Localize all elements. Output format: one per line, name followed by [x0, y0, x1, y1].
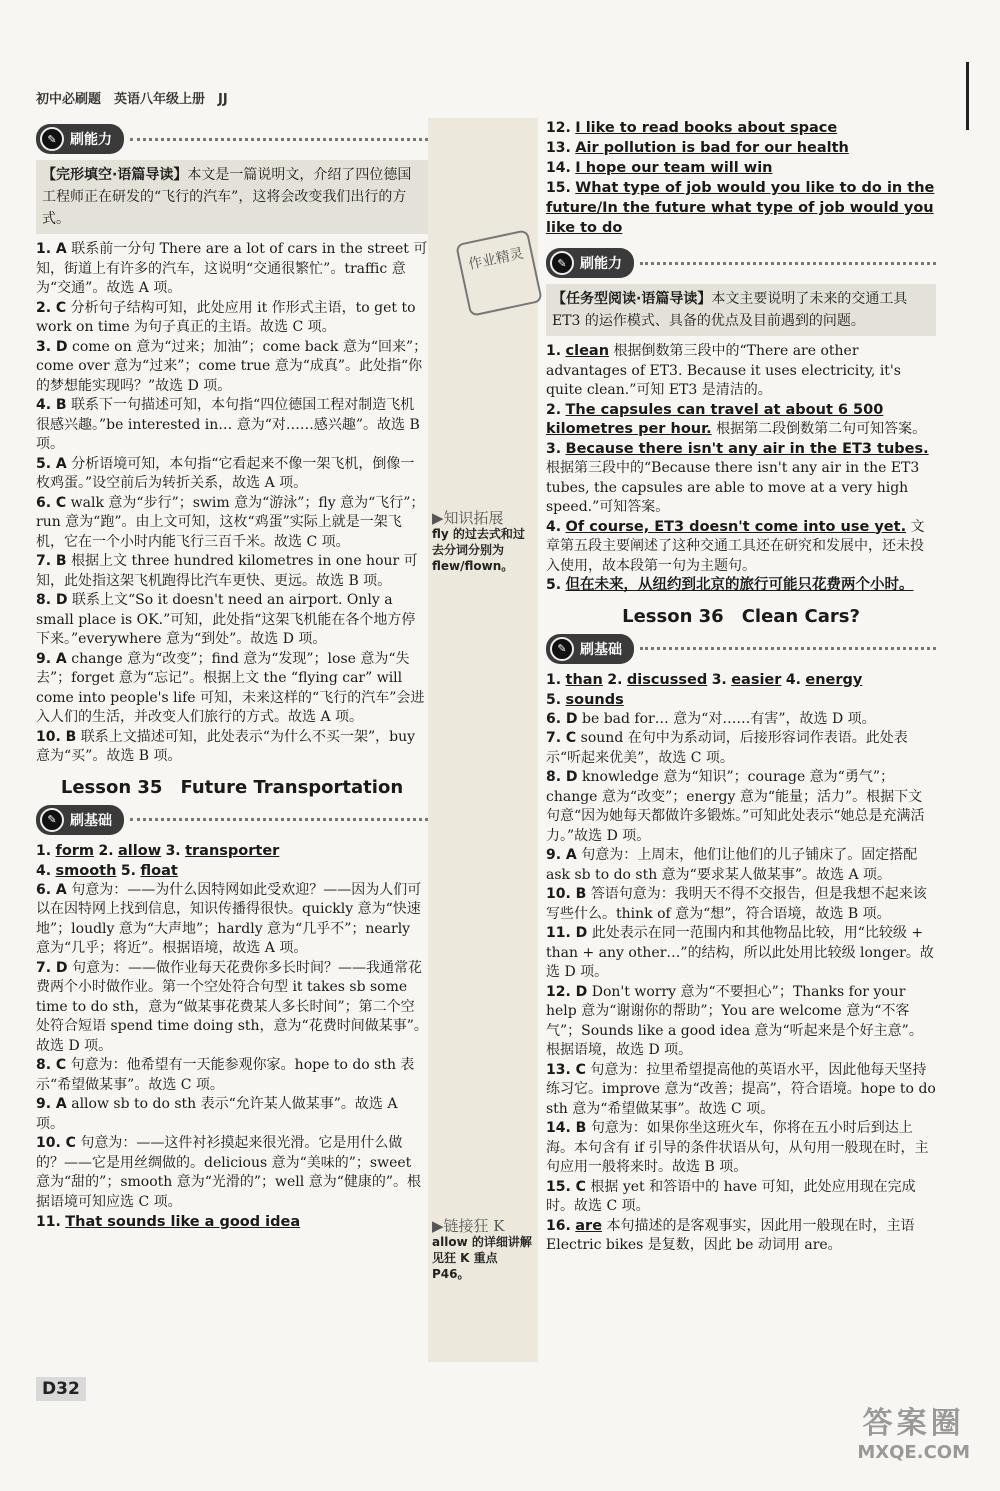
item-explanation: 句意为：拉里希望提高他的英语水平，因此他每天坚持练习它。improve 意为“改善；提高”，符合语境。hope to do sth 意为“希望做某事”。故选 C 项。: [546, 1061, 936, 1117]
item-number: 2. C: [36, 299, 67, 316]
item-answer: Because there isn't any air in the ET3 tubes.: [565, 440, 929, 457]
answer-item: [546, 440, 936, 518]
note-link-text: allow 的详细讲解见狂 K 重点 P46。: [432, 1235, 532, 1281]
item-explanation: 句意为：——做作业每天花费你多长时间？——我通常花费两个小时做作业。第一个空处符合句型 it takes sb some time to do sth，意为“做某事花费某人多长时间”；第二个空处符合短语 spend time doing sth，意为“花费时间做某事”。故选 D 项。: [36, 959, 428, 1054]
reading-guide: 【任务型阅读·语篇导读】本文主要说明了未来的交通工具 ET3 的运作模式、具备的优点及目前遇到的问题。: [546, 284, 936, 336]
item-explanation: allow sb to do sth 表示“允许某人做某事”。故选 A 项。: [36, 1096, 398, 1132]
pencil-icon: ✎: [40, 127, 64, 151]
item-explanation: 答语句意为：我明天不得不交报告，但是我想不起来该写些什么。think of 意为“想”，符合语境，故选 B 项。: [546, 886, 927, 922]
answer-item: [36, 396, 428, 455]
item-explanation: 联系前一分句 There are a lot of cars in the street 可知，街道上有许多的汽车，这说明“交通很繁忙”。traffic 意为“交通”。故选 A 项。: [36, 241, 428, 296]
section-header: [36, 124, 428, 154]
sentence-answer: [546, 138, 936, 158]
item-number: 12.: [546, 120, 571, 136]
top-rule: [966, 62, 969, 130]
item-explanation: 句意为：——为什么因特网如此受欢迎？——因为人们可以在因特网上找到信息，知识传播得很快。quickly 意为“快速地”；loudly 意为“大声地”；hardly 意为“几乎不”；nearly 意为“几乎；将近”。根据语境，故选 A 项。: [36, 881, 422, 956]
item-explanation: be bad for… 意为“对……有害”，故选 D 项。: [582, 710, 876, 727]
answer-item: [36, 881, 428, 959]
answer-item: [546, 846, 936, 885]
item-number: 9. A: [36, 650, 67, 667]
note-link-title: ▶链接狂 K: [432, 1217, 505, 1235]
left-column: [36, 118, 428, 1232]
item-answer: 但在未来，从纽约到北京的旅行可能只花费两个小时。: [565, 577, 914, 593]
answer-item: [546, 518, 936, 577]
answer-item: [36, 1134, 428, 1212]
item-explanation: sound 在句中为系动词，后接形容词作表语。此处表示“听起来优美”，故选 C 项。: [546, 730, 908, 766]
item-answer: I like to read books about space: [575, 120, 838, 136]
answer-item: [36, 591, 428, 650]
section-header: [36, 805, 428, 835]
item-number: 9. A: [546, 847, 577, 863]
answer-item: [36, 240, 428, 299]
pencil-icon: ✎: [550, 637, 574, 661]
item-number: 11. D: [546, 925, 588, 941]
item-explanation: 联系上文描述可知，此处表示“为什么不买一架”，buy 意为“买”。故选 B 项。: [36, 728, 416, 764]
word-answers: 1. than 2. discussed 3. easier 4. energy: [546, 671, 863, 688]
section-header: [546, 634, 936, 664]
item-explanation: knowledge 意为“知识”；courage 意为“勇气”；change 意为“改变”；energy 意为“能量；活力”。根据下文句意“因为她每天都做许多锻炼。”可知此处表示“她总是充满活力。”故选 D 项。: [546, 769, 925, 844]
answer-item: [36, 959, 428, 1057]
answer-item: [546, 1217, 936, 1256]
lesson-title: Lesson 36 Clean Cars?: [622, 605, 860, 627]
item-number: 2.: [546, 401, 562, 418]
section-badge: ✎ 刷能力: [546, 248, 634, 278]
item-number: 4.: [546, 518, 562, 535]
answer-item: [36, 338, 428, 397]
item-number: 7. C: [546, 730, 577, 746]
note-knowledge: [432, 510, 536, 574]
right-column: [546, 118, 936, 1256]
item-number: 13.: [546, 140, 571, 156]
section-header: [546, 248, 936, 278]
item-number: 8. D: [36, 592, 68, 608]
item-number: 14. B: [546, 1120, 587, 1136]
item-explanation: 分析句子结构可知，此处应用 it 作形式主语，to get to work on time 为句子真正的主语。故选 C 项。: [36, 299, 416, 335]
item-explanation: 联系上文“So it doesn't need an airport. Only a small place is OK.”可知，此处指“这架飞机能在各个地方停下来。”everywhere 意为“到处”。故选 D 项。: [36, 592, 416, 647]
item-number: 6. D: [546, 710, 578, 727]
section-badge: ✎ 刷能力: [36, 124, 124, 154]
answer-item: [546, 401, 936, 440]
note-knowledge-text: fly 的过去式和过去分词分别为 flew/flown。: [432, 527, 525, 573]
item-answer: The capsules can travel at about 6 500 kilometres per hour.: [546, 401, 884, 437]
answer-item: [36, 494, 428, 553]
answer-list: [36, 240, 428, 767]
answer-item: [36, 1095, 428, 1134]
item-explanation: 句意为：上周末，他们让他们的儿子铺床了。固定搭配 ask sb to do sth 意为“要求某人做某事”。故选 A 项。: [546, 847, 918, 883]
word-answers: 5. sounds: [546, 691, 624, 708]
page-number: D32: [36, 1377, 86, 1401]
answer-list: [36, 881, 428, 1213]
item-answer: I hope our team will win: [575, 160, 773, 176]
answer-item: [546, 885, 936, 924]
answer-item: [546, 342, 936, 401]
item-number: 6. C: [36, 494, 67, 511]
item-explanation: come on 意为“过来；加油”；come back 意为“回来”；come over 意为“过来”；come true 意为“成真”。此处指“你的梦想能实现吗？”故选 D 项。: [36, 338, 428, 394]
item-explanation: 句意为：他希望有一天能参观你家。hope to do sth 表示“希望做某事”。故选 C 项。: [36, 1057, 415, 1093]
sentence-answer: [546, 118, 936, 138]
answer-item: [36, 650, 428, 728]
item-answer: Of course, ET3 doesn't come into use yet.: [565, 518, 907, 535]
answer-list: [546, 342, 936, 596]
item-number: 8. D: [546, 769, 578, 785]
item-number: 9. A: [36, 1096, 67, 1112]
item-explanation: 根据第三段中的“Because there isn't any air in the ET3 tubes, the capsules are able to move at a very high speed.”可知答案。: [546, 460, 920, 515]
sentence-answer: 11. That sounds like a good idea: [36, 1214, 301, 1230]
item-number: 16.: [546, 1217, 571, 1234]
item-explanation: change 意为“改变”；find 意为“发现”；lose 意为“失去”；forget 意为“忘记”。根据上文 the “flying car” will come into people's life 可知，未来这样的“飞行的汽车”会进入人们的生活，并改变人们旅行的方式。故选 A 项。: [36, 650, 425, 725]
item-number: 15. C: [546, 1178, 586, 1195]
answer-item: [546, 768, 936, 846]
answer-item: [36, 552, 428, 591]
answer-item: [546, 1178, 936, 1217]
item-number: 10. B: [36, 728, 77, 745]
item-number: 8. C: [36, 1057, 67, 1073]
answer-item: [36, 728, 428, 767]
item-number: 4. B: [36, 397, 67, 413]
dotted-rule: [640, 262, 936, 265]
item-explanation: walk 意为“步行”；swim 意为“游泳”；fly 意为“飞行”；run 意为“跑”。由上文可知，这枚“鸡蛋”实际上就是一架飞机，它在一个小时内能飞行三百千米。故选 C 项。: [36, 494, 425, 550]
dotted-rule: [130, 138, 428, 141]
item-number: 7. B: [36, 553, 67, 569]
section-badge: ✎ 刷基础: [546, 634, 634, 664]
running-header: 初中必刷题 英语八年级上册 JJ: [36, 92, 228, 107]
item-explanation: 根据 yet 和答语中的 have 可知，此处应用现在完成时。故选 C 项。: [546, 1178, 916, 1214]
item-number: 12. D: [546, 983, 588, 1000]
item-number: 15.: [546, 180, 571, 196]
dotted-rule: [640, 647, 936, 650]
item-explanation: 此处表示在同一范围内和其他物品比较，用“比较级 + than + any other…”的结构，所以此处用比较级 longer。故选 D 项。: [546, 925, 934, 980]
item-explanation: 句意为：如果你坐这班火车，你将在五小时后到达上海。本句含有 if 引导的条件状语从句，从句用一般现在时，主句应用一般将来时。故选 B 项。: [546, 1120, 929, 1175]
item-explanation: 联系下一句描述可知，本句指“四位德国工程对制造飞机很感兴趣。”be interested in… 意为“对……感兴趣”。故选 B 项。: [36, 397, 420, 452]
answer-item: [546, 1061, 936, 1120]
dotted-rule: [130, 818, 428, 821]
word-answers: 1. form 2. allow 3. transporter: [36, 842, 280, 859]
note-knowledge-title: ▶知识拓展: [432, 509, 504, 527]
word-answers: 4. smooth 5. float: [36, 862, 178, 879]
note-link: [432, 1218, 536, 1282]
item-answer: Air pollution is bad for our health: [575, 140, 849, 156]
section-badge: ✎ 刷基础: [36, 805, 124, 835]
item-number: 7. D: [36, 959, 68, 976]
item-answer: clean: [565, 343, 610, 359]
sentence-answers: [546, 118, 936, 238]
item-explanation: 文章第五段主要阐述了这种交通工具还在研究和发展中，还未投入使用，故本段第一句为主题句。: [546, 518, 925, 574]
item-number: 1. A: [36, 241, 67, 257]
answer-item: [546, 983, 936, 1061]
pencil-icon: ✎: [550, 251, 574, 275]
item-explanation: 根据倒数第三段中的“There are other advantages of ET3. Because it uses electricity, it's quite clean.”可知 ET3 是清洁的。: [546, 343, 901, 398]
item-answer: What type of job would you like to do in the future/In the future what type of job would you like to do: [546, 180, 935, 236]
item-explanation: 分析语境可知，本句指“它看起来不像一架飞机，倒像一枚鸡蛋。”设空前后为转折关系，故选 A 项。: [36, 455, 415, 491]
stamp-image: 作业精灵: [455, 229, 543, 317]
answer-item: [36, 455, 428, 494]
item-number: 10. B: [546, 886, 587, 902]
item-explanation: Don't worry 意为“不要担心”；Thanks for your help 意为“谢谢你的帮助”；You are welcome 意为“不客气”；Sounds like a good idea 意为“听起来是个好主意”。根据语境，故选 D 项。: [546, 983, 923, 1058]
item-explanation: 根据上文 three hundred kilometres in one hour 可知，此处指这架飞机跑得比汽车更快、更远。故选 B 项。: [36, 553, 418, 589]
pencil-icon: ✎: [40, 808, 64, 832]
answer-item: [546, 710, 936, 730]
lesson-title: Lesson 35 Future Transportation: [60, 776, 404, 798]
item-explanation: 本句描述的是客观事实，因此用一般现在时，主语 Electric bikes 是复数，因此 be 动词用 are。: [546, 1217, 915, 1253]
item-number: 10. C: [36, 1135, 76, 1151]
item-number: 14.: [546, 160, 571, 176]
item-answer: are: [575, 1217, 603, 1234]
answer-item: [36, 299, 428, 338]
item-number: 6. A: [36, 881, 67, 898]
answer-item: [546, 729, 936, 768]
answer-item: [546, 1119, 936, 1178]
answer-list: [546, 710, 936, 1256]
item-explanation: 句意为：——这件衬衫摸起来很光滑。它是用什么做的？——它是用丝绸做的。delicious 意为“美味的”；sweet 意为“甜的”；smooth 意为“光滑的”；well 意为“健康的”。根据语境可知应选 C 项。: [36, 1135, 422, 1210]
item-number: 5. A: [36, 455, 67, 472]
item-explanation: 根据第二段倒数第二句可知答案。: [716, 421, 927, 437]
sentence-answer: [546, 178, 936, 238]
item-number: 3.: [546, 440, 562, 457]
item-number: 5.: [546, 577, 562, 593]
item-number: 3. D: [36, 338, 68, 355]
answer-item: [546, 576, 936, 596]
watermark-logo: 答案圈 MXQE.COM: [857, 1406, 970, 1463]
item-number: 13. C: [546, 1061, 586, 1078]
item-number: 1.: [546, 343, 562, 359]
reading-guide: 【完形填空·语篇导读】本文是一篇说明文，介绍了四位德国工程师正在研发的“飞行的汽车”，这将会改变我们出行的方式。: [36, 160, 428, 234]
answer-item: [36, 1056, 428, 1095]
sentence-answer: [546, 158, 936, 178]
answer-item: [546, 924, 936, 983]
